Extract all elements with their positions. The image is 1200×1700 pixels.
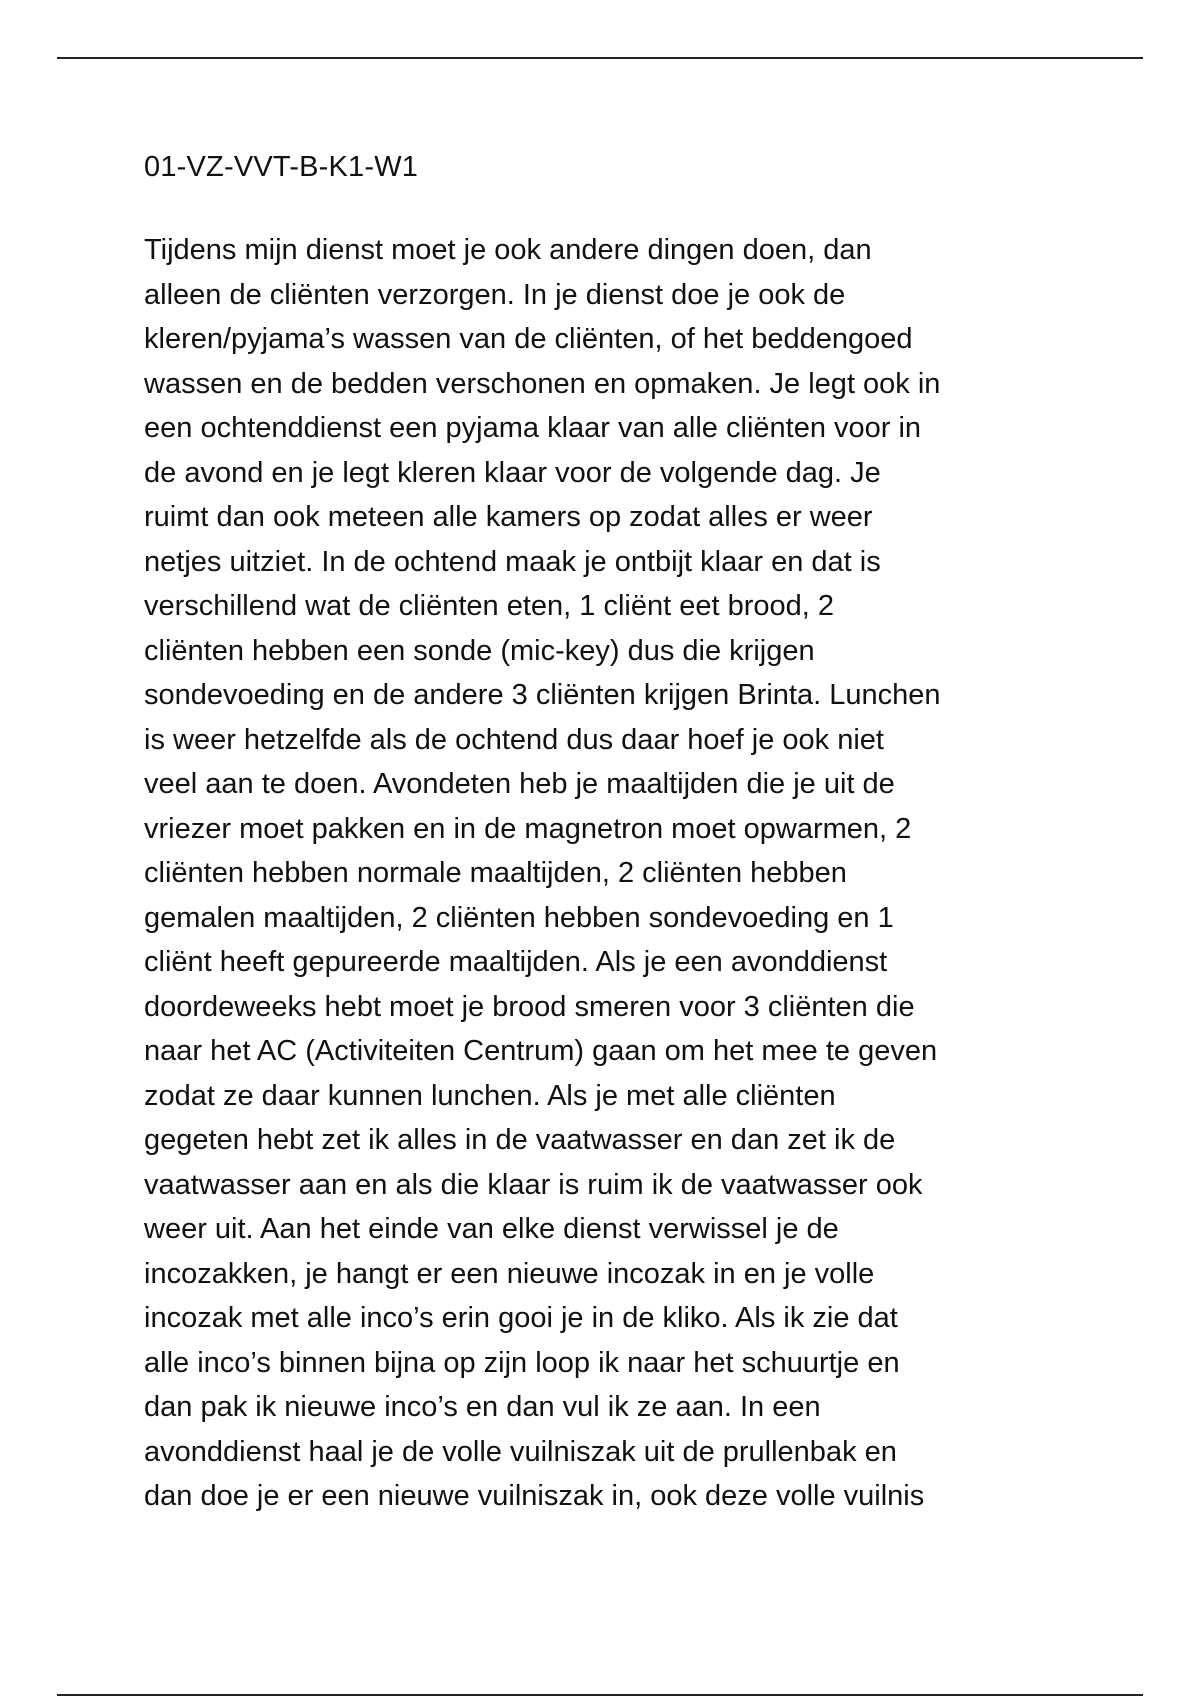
body-line: is weer hetzelfde als de ochtend dus daar hoef je ook niet xyxy=(144,723,884,756)
body-line: incozak met alle inco’s erin gooi je in de kliko. Als ik zie dat xyxy=(144,1302,898,1334)
body-line: ruimt dan ook meteen alle kamers op zodat alles er weer xyxy=(144,501,873,533)
body-line: Tijdens mijn dienst moet je ook andere dingen doen, dan xyxy=(144,234,872,266)
body-line: kleren/pyjama’s wassen van de cliënten, of het beddengoed xyxy=(144,323,913,355)
body-line: verschillend wat de cliënten eten, 1 cliënt eet brood, 2 xyxy=(144,590,834,622)
bottom-rule xyxy=(57,1694,1143,1696)
body-line: de avond en je legt kleren klaar voor de volgende dag. Je xyxy=(144,456,881,489)
body-line: avonddienst haal je de volle vuilniszak uit de prullenbak en xyxy=(144,1435,897,1468)
body-line: veel aan te doen. Avondeten heb je maaltijden die je uit de xyxy=(144,768,895,800)
body-line: vaatwasser aan en als die klaar is ruim ik de vaatwasser ook xyxy=(144,1168,923,1201)
top-rule xyxy=(57,57,1143,59)
body-line: zodat ze daar kunnen lunchen. Als je met alle cliënten xyxy=(144,1079,836,1112)
body-line: cliënten hebben een sonde (mic-key) dus die krijgen xyxy=(144,634,815,667)
body-line: gemalen maaltijden, 2 cliënten hebben sondevoeding en 1 xyxy=(144,901,894,934)
body-line: dan doe je er een nieuwe vuilniszak in, ook deze volle vuilnis xyxy=(144,1480,925,1512)
body-line: doordeweeks hebt moet je brood smeren voor 3 cliënten die xyxy=(144,990,915,1023)
body-line: alleen de cliënten verzorgen. In je dienst doe je ook de xyxy=(144,278,846,311)
body-line: vriezer moet pakken en in de magnetron moet opwarmen, 2 xyxy=(144,812,912,845)
body-line: netjes uitziet. In de ochtend maak je ontbijt klaar en dat is xyxy=(144,545,881,578)
body-line: cliënt heeft gepureerde maaltijden. Als je een avonddienst xyxy=(144,946,888,978)
body-line: incozakken, je hangt er een nieuwe incozak in en je volle xyxy=(144,1257,875,1290)
body-line: weer uit. Aan het einde van elke dienst verwissel je de xyxy=(144,1213,839,1245)
body-line: cliënten hebben normale maaltijden, 2 cliënten hebben xyxy=(144,857,847,889)
document-body xyxy=(144,228,1084,1519)
body-line: alle inco’s binnen bijna op zijn loop ik naar het schuurtje en xyxy=(144,1346,900,1379)
body-line: wassen en de bedden verschonen en opmaken. Je legt ook in xyxy=(144,367,941,400)
body-line: dan pak ik nieuwe inco’s en dan vul ik ze aan. In een xyxy=(144,1391,821,1423)
body-line: sondevoeding en de andere 3 cliënten krijgen Brinta. Lunchen xyxy=(144,679,941,711)
body-line: naar het AC (Activiteiten Centrum) gaan om het mee te geven xyxy=(144,1035,938,1067)
body-line: gegeten hebt zet ik alles in de vaatwasser en dan zet ik de xyxy=(144,1124,896,1156)
document-code: 01-VZ-VVT-B-K1-W1 xyxy=(144,151,419,183)
body-line: een ochtenddienst een pyjama klaar van alle cliënten voor in xyxy=(144,412,922,444)
